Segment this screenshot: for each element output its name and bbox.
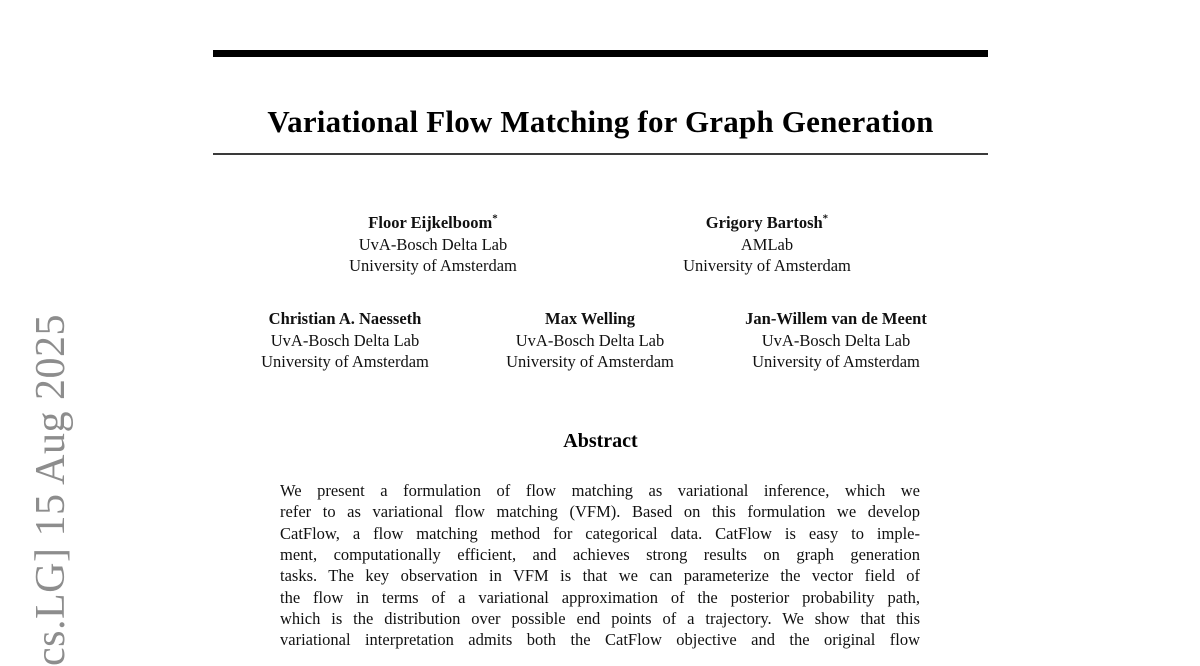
abstract-line: the flow in terms of a variational approximation of the posterior probability path, (280, 587, 920, 607)
author-footnote-mark: * (492, 212, 498, 225)
author-name (261, 308, 429, 330)
author-name (349, 212, 517, 234)
paper-title: Variational Flow Matching for Graph Generation (267, 103, 934, 139)
abstract-line: ment, computationally efficient, and achieves strong results on graph generation (280, 545, 920, 565)
author-affiliation: UvA-Bosch Delta Lab (761, 330, 911, 350)
author-name-text: Grigory Bartosh (705, 213, 823, 232)
abstract-line: variational interpretation admits both the CatFlow objective and the original flow (280, 630, 920, 650)
author-affiliation: University of Amsterdam (349, 256, 517, 275)
title-rule-bottom (213, 153, 988, 155)
abstract-line: We present a formulation of flow matching as variational inference, which we (280, 481, 920, 500)
abstract-heading: Abstract (563, 430, 638, 452)
author-affiliation: University of Amsterdam (683, 256, 851, 275)
abstract-line: refer to as variational flow matching (VFM). Based on this formulation we develop (280, 502, 920, 522)
author-affiliation: UvA-Bosch Delta Lab (270, 330, 420, 350)
author-affiliation: UvA-Bosch Delta Lab (358, 234, 508, 254)
abstract-line: which is the distribution over possible end points of a trajectory. We show that this (280, 609, 920, 629)
abstract-body (280, 480, 920, 651)
abstract-line: CatFlow, a flow matching method for categorical data. CatFlow is easy to imple- (280, 523, 920, 543)
arxiv-watermark: cs.LG] 15 Aug 2025 (28, 314, 74, 666)
author-affiliation: University of Amsterdam (752, 352, 920, 371)
author-name (506, 308, 674, 330)
author-affiliation: AMLab (740, 234, 794, 254)
author-name-text: Max Welling (544, 309, 635, 328)
author-block (506, 308, 674, 373)
author-name (745, 308, 927, 330)
author-name (683, 212, 851, 234)
author-affiliation: University of Amsterdam (261, 352, 429, 371)
abstract-line: tasks. The key observation in VFM is that we can parameterize the vector field of (280, 566, 920, 586)
author-block (349, 212, 517, 277)
author-name-text: Floor Eijkelboom (368, 213, 493, 232)
author-affiliation: UvA-Bosch Delta Lab (515, 330, 665, 350)
author-affiliation: University of Amsterdam (506, 352, 674, 371)
author-footnote-mark: * (822, 212, 829, 225)
author-name-text: Christian A. Naesseth (268, 309, 422, 328)
title-rule-top (213, 50, 988, 57)
author-block (683, 212, 851, 277)
author-block (745, 308, 927, 373)
author-name-text: Jan-Willem van de Meent (745, 309, 927, 328)
author-block (261, 308, 429, 373)
